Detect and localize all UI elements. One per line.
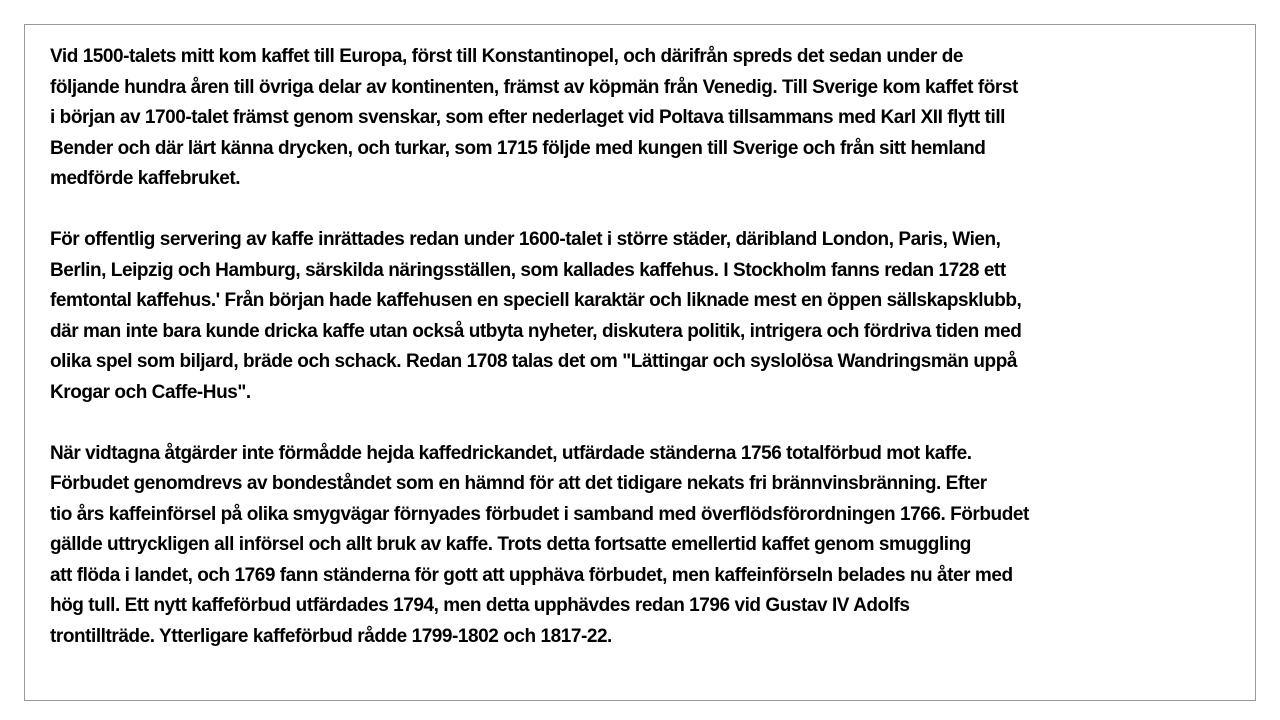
text-line: Förbudet genomdrevs av bondeståndet som en hämnd för att det tidigare nekats fri brännvinsbränning. Efter <box>50 473 987 494</box>
text-line: olika spel som biljard, bräde och schack. Redan 1708 talas det om "Lättingar och syslolösa Wandringsmän uppå <box>50 351 1017 372</box>
text-line: Bender och där lärt känna drycken, och turkar, som 1715 följde med kungen till Sverige och från sitt hemland <box>50 137 986 159</box>
text-line: hög tull. Ett nytt kaffeförbud utfärdades 1794, men detta upphävdes redan 1796 vid Gustav IV Adolfs <box>50 595 910 616</box>
text-line: följande hundra åren till övriga delar av kontinenten, främst av köpmän från Venedig. Till Sverige kom kaffet först <box>50 76 1018 98</box>
paragraph-spacer <box>50 408 1240 439</box>
text-line: trontillträde. Ytterligare kaffeförbud rådde 1799-1802 och 1817-22. <box>50 625 612 647</box>
paragraph-spacer <box>50 195 1240 226</box>
text-line: Vid 1500-talets mitt kom kaffet till Europa, först till Konstantinopel, och därifrån spreds det sedan under de <box>50 46 963 67</box>
paragraph-coffee-arrival <box>50 42 1240 195</box>
text-line: femtontal kaffehus.' Från början hade kaffehusen en speciell karaktär och liknade mest en öppen sällskapsklubb, <box>50 290 1022 311</box>
text-line: För offentlig servering av kaffe inrättades redan under 1600-talet i större städer, däribland London, Paris, Wien, <box>50 229 1001 250</box>
text-line: i början av 1700-talet främst genom svenskar, som efter nederlaget vid Poltava tillsammans med Karl XII flytt till <box>50 107 1006 128</box>
text-line: att flöda i landet, och 1769 fann ständerna för gott att upphäva förbudet, men kaffeinförseln belades nu åter med <box>50 564 1013 586</box>
paragraph-coffee-bans <box>50 439 1240 653</box>
text-line: Krogar och Caffe-Hus". <box>50 381 251 403</box>
text-line: där man inte bara kunde dricka kaffe utan också utbyta nyheter, diskutera politik, intrigera och fördriva tiden med <box>50 320 1022 342</box>
paragraph-coffee-houses <box>50 225 1240 408</box>
text-line: gällde uttryckligen all införsel och allt bruk av kaffe. Trots detta fortsatte emellertid kaffet genom smuggling <box>50 534 971 555</box>
document-text <box>50 42 1240 652</box>
text-line: Berlin, Leipzig och Hamburg, särskilda näringsställen, som kallades kaffehus. I Stockholm fanns redan 1728 ett <box>50 259 1006 281</box>
text-line: När vidtagna åtgärder inte förmådde hejda kaffedrickandet, utfärdade ständerna 1756 totalförbud mot kaffe. <box>50 442 972 464</box>
text-line: medförde kaffebruket. <box>50 168 241 189</box>
text-line: tio års kaffeinförsel på olika smygvägar förnyades förbudet i samband med överflödsförordningen 1766. Förbudet <box>50 503 1029 525</box>
document-frame <box>24 24 1256 701</box>
